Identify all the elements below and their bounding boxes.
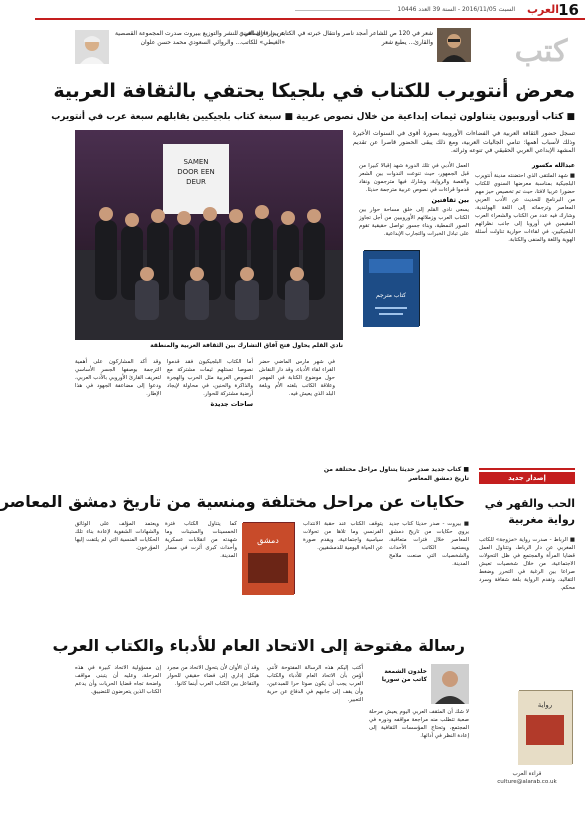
column-c-text: في شهر مارس الماضي حضر القراء لقاء الأدباء، وقد دار النقاش حول موضوع الكتابة في المهجر وعلاقة الكاتب بلغته الأم وبلغة البلد الذي يعيش فيه.: [259, 359, 335, 397]
box-footer: [479, 770, 575, 790]
event-photo: [75, 130, 343, 340]
column-d: [167, 358, 253, 480]
teaser-right: شعر في 120 ص للشاعر أمجد ناصر وانتقال خبرته في الكتابة بين قارئ العيني والقارئ... يطبع شعر: [239, 30, 433, 46]
story2-text-4: ويعتمد المؤلف على الوثائق والشهادات الشفوية لإعادة بناء تلك الحكايات المنسية التي لم يلتفت إليها المؤرخون.: [75, 521, 159, 551]
new-release-headline: الحب والقهر في رواية مغربية: [484, 497, 575, 526]
section-heading: ساحات جديدة: [210, 400, 253, 408]
page-number: 16: [558, 1, 579, 19]
columnist-role: كاتب من سوريا: [381, 676, 427, 683]
new-release-text: [479, 536, 575, 686]
novel-cover-graphic: [518, 691, 572, 765]
author-photo-right: [437, 28, 471, 62]
svg-text:DOOR EEN: DOOR EEN: [177, 168, 215, 176]
svg-text:SAMEN: SAMEN: [183, 158, 209, 166]
footer-email: culture@alarab.co.uk: [497, 779, 557, 785]
story2-text-3: كما يتناول الكتاب فترة الخمسينات والستينات وما شهدته من انقلابات عسكرية وأحداث كبرى أثرت في مسار المدينة.: [165, 521, 237, 559]
damascus-book-cover: [243, 522, 295, 594]
box-rule: [479, 468, 575, 470]
story2-column-1: [389, 520, 469, 632]
main-headline: معرض أنتويرب للكتاب في بلجيكا يحتفي بالثقافة العربية: [53, 80, 575, 102]
book-cover-image: [364, 250, 420, 326]
svg-text:DEUR: DEUR: [186, 178, 206, 186]
portrait-icon: [431, 664, 469, 704]
dateline: السبت 2016/11/05 - السنة 39 العدد 10446: [397, 6, 515, 13]
lead-intro: تسجل حضور الثقافة العربية في الفضاءات الأوروبية بصورة أقوى في السنوات الأخيرة وذلك لأسباب أهمها: تنامي الجاليات العربية، ومع ذلك يبقى الحضور قاصرا عن تقديم المشهد الإبداعي العربي الحقيقي في تنوعه وثرائه.: [353, 130, 575, 154]
columnist-photo: [431, 664, 469, 704]
story3-text-4: إن مسؤولية الاتحاد كبيرة في هذه المرحلة، وعليه أن يتبنى مواقف واضحة تجاه قضايا الحريات وأن يدعم الكتاب الذين يتعرضون للتضييق.: [75, 665, 161, 695]
column-d-text: أما الكتاب البلجيكيون فقد قدموا نصوصا تستلهم ثيمات مشتركة مع النصوص العربية مثل الحرب والهجرة والذاكرة والحنين، في محاولة لإيجاد أرضية مشتركة للحوار.: [167, 359, 253, 397]
book-cover-graphic: [363, 251, 419, 327]
novel-cover-title: رواية: [537, 701, 553, 709]
story3-text-3: وقد آن الأوان لأن يتحول الاتحاد من مجرد هيكل إداري إلى فضاء حقيقي للحوار والتفاعل بين الكتاب العرب أينما كانوا.: [167, 665, 259, 687]
story3-column-2: [267, 664, 363, 818]
damascus-cover-title: دمشق: [257, 536, 279, 545]
portrait-icon: [437, 28, 471, 62]
story3-column-1: [369, 708, 469, 818]
columnist-name: خلدون الشمعة: [384, 668, 427, 675]
column-c: [259, 358, 335, 480]
story3-column-3: [167, 664, 259, 818]
story3-text-2: أكتب إليكم هذه الرسالة المفتوحة لأنني أؤمن بأن الاتحاد العام للأدباء والكتاب العرب يجب أن يكون صوتا حرا للمبدعين، وأن يقف إلى جانبهم في الدفاع عن حرية التعبير.: [267, 665, 363, 703]
damascus-cover-graphic: [242, 523, 294, 595]
story2-tease: ■ كتاب جديد صدر حديثا يتناول مراحل مختلفة من تاريخ دمشق المعاصر: [323, 466, 469, 482]
story2-column-4: [75, 520, 159, 632]
new-release-body: ■ الرباط - صدرت رواية «مزوجة» للكاتب المغربي عن دار الرباط، وتتناول العمل قضايا المرأة والمجتمع في ظل التحولات الاجتماعية، من خلال شخصيات تعيش صراعا بين الرغبة في التحرر وضغط التقاليد، وتقدم الرواية بلغة شفافة وسرد محكم.: [479, 537, 575, 591]
footer-title: قراءة العرب: [512, 771, 542, 777]
story2-text-1: ■ بيروت - صدر حديثا كتاب جديد يروي حكايات من تاريخ دمشق المعاصر خلال فترات متعاقبة، ويستعيد الكاتب الأحداث والشخصيات التي صنعت ملامح المدينة.: [389, 521, 469, 567]
section-heading: بين ثقافتين: [431, 196, 469, 204]
stage-photo-graphic: [75, 130, 343, 340]
story3-text-1: لا شك أن المثقف العربي اليوم يعيش مرحلة صعبة تتطلب منه مراجعة مواقفه ودوره في المجتمع، وتحتاج المؤسسات الثقافية إلى إعادة النظر في أدائها.: [369, 709, 469, 739]
story3-headline: رسالة مفتوحة إلى الاتحاد العام للأدباء والكتاب العرب: [52, 636, 465, 655]
masthead: [35, 0, 585, 20]
portrait-icon: [75, 30, 109, 64]
story3-column-4: [75, 664, 161, 818]
story2-column-3: [165, 520, 237, 632]
main-subhead: ■ كتاب أوروبيون يتناولون ثيمات إبداعية من خلال نصوص عربية ■ سبعة كتاب بلجيكيين يقابلهم سبعة عرب في أنتويرب: [51, 112, 575, 122]
column-e-text: وقد أكد المشاركون على أهمية الترجمة بوصفها الجسر الأساسي لتعريف القارئ الأوروبي بالأدب العربي، ودعوا إلى مضاعفة الجهود في هذا الإطار.: [75, 359, 161, 397]
novel-cover-image: [519, 690, 573, 764]
columnist-byline: [367, 668, 427, 688]
story2-text-2: يتوقف الكتاب عند حقبة الانتداب الفرنسي وما تلاها من تحولات سياسية واجتماعية، ويقدم صورة عن الحياة اليومية للدمشقيين.: [303, 521, 383, 551]
photo-caption: نادي القلم يحاول فتح آفاق التشارك بين الثقافة العربية والمنطقة: [150, 342, 343, 349]
column-b-text-2: يسعى نادي القلم إلى خلق مساحة حوار بين الكتاب العرب وزملائهم الأوروبيين من أجل تجاوز الصور النمطية، وبناء جسور تواصل حقيقية تقوم على تبادل الخبرات والتجارب الإبداعية.: [359, 207, 469, 237]
column-a: [475, 162, 575, 462]
column-a-text: ■ شهد الملتقى الذي احتضنته مدينة أنتويرب البلجيكية بمناسبة معرضها السنوي للكتاب حضورا عربيا لافتا، حيث تم تخصيص حيز مهم من البرنامج للحديث عن الأدب العربي المعاصر وترجماته إلى اللغة الهولندية، وشارك فيه عدد من الكتاب والشعراء العرب المقيمين في أوروبا إلى جانب نظرائهم البلجيكيين، في لقاءات حوارية تناولت أسئلة الهوية واللغة والمنفى والكتابة.: [475, 173, 575, 243]
column-b-text: العمل الأدبي في تلك الدورة شهد إقبالا كبيرا من قبل الجمهور، حيث تنوعت الندوات بين الشعر والقصة والرواية، وشارك فيها مترجمون ونقاد قدموا قراءات في نصوص عربية مترجمة حديثا.: [359, 163, 469, 193]
masthead-rule: [295, 10, 390, 11]
byline: عبدالله مكسور: [531, 162, 575, 169]
paper-name: العرب: [526, 3, 559, 16]
author-photo-left: [75, 30, 109, 64]
teaser-left: عن دار «الساقي» للنشر والتوزيع ببيروت صدرت المجموعة القصصية «الغيطي» للكاتب... والروائي السعودي محمد حسن علوان: [115, 30, 285, 46]
story2-column-2: [303, 520, 383, 632]
story2-headline: حكايات عن مراحل مختلفة ومنسية من تاريخ دمشق المعاصر: [0, 492, 465, 511]
column-e: [75, 358, 161, 480]
new-release-label: إصدار جديد: [479, 472, 575, 484]
section-tag: كتب: [514, 34, 568, 69]
book-cover-title: كتاب مترجم: [375, 292, 407, 299]
